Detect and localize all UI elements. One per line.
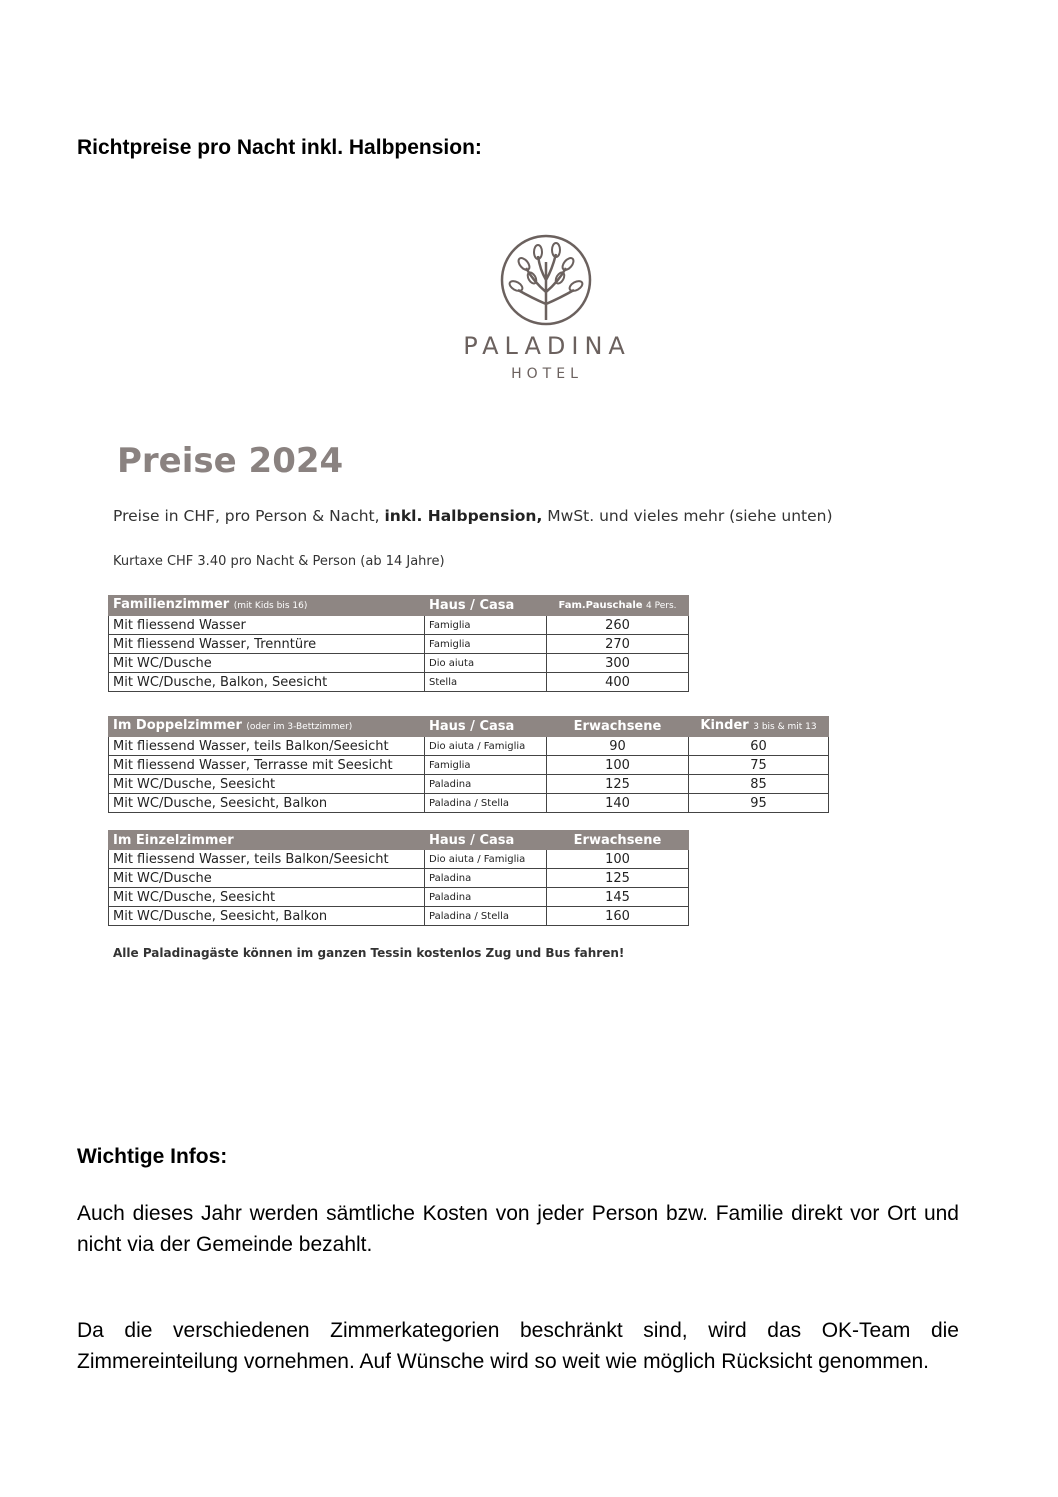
table-title: Im Doppelzimmer — [113, 718, 242, 733]
haus-cell: Paladina / Stella — [425, 794, 547, 813]
table-header-row — [109, 831, 689, 850]
double-room-table — [108, 716, 829, 813]
table-row — [109, 869, 689, 888]
table-row — [109, 775, 829, 794]
price-cell: 270 — [547, 635, 689, 654]
kids-price-cell: 85 — [689, 775, 829, 794]
kids-price-cell: 60 — [689, 737, 829, 756]
table-header-row — [109, 596, 689, 616]
table-title-note: (mit Kids bis 16) — [233, 601, 308, 611]
info-paragraph: Auch dieses Jahr werden sämtliche Kosten von jeder Person bzw. Familie direkt vor Ort und nicht via der Gemeinde bezahlt. — [77, 1202, 959, 1256]
adult-price-cell: 125 — [547, 775, 689, 794]
kids-header-note: 3 bis & mit 13 — [753, 722, 817, 732]
flyer-subtitle-pre: Preise in CHF, pro Person & Nacht, — [113, 507, 385, 525]
prices-heading: Richtpreise pro Nacht inkl. Halbpension: — [77, 136, 482, 159]
room-cell: Mit fliessend Wasser, Terrasse mit Seesicht — [109, 756, 425, 775]
kids-header: Kinder — [700, 718, 749, 733]
room-cell: Mit WC/Dusche, Seesicht, Balkon — [109, 794, 425, 813]
haus-cell: Paladina — [425, 775, 547, 794]
haus-cell: Dio aiuta / Famiglia — [425, 737, 547, 756]
table-row — [109, 907, 689, 926]
flyer-subtitle-bold: inkl. Halbpension, — [384, 507, 543, 525]
room-cell: Mit fliessend Wasser, teils Balkon/Seesicht — [109, 850, 425, 869]
flyer-subtitle — [113, 507, 833, 525]
haus-cell: Famiglia — [425, 616, 547, 635]
table-row — [109, 616, 689, 635]
table-row — [109, 737, 829, 756]
transport-note: Alle Paladinagäste können im ganzen Tessin kostenlos Zug und Bus fahren! — [113, 946, 625, 960]
adult-header: Erwachsene — [547, 717, 689, 737]
adult-header: Erwachsene — [547, 831, 689, 850]
infos-heading: Wichtige Infos: — [77, 1145, 228, 1168]
room-cell: Mit fliessend Wasser, Trenntüre — [109, 635, 425, 654]
adult-price-cell: 100 — [547, 756, 689, 775]
adult-price-cell: 145 — [547, 888, 689, 907]
price-header-note: 4 Pers. — [646, 600, 677, 611]
table-title-cell — [109, 717, 425, 737]
price-header: Fam.Pauschale — [558, 599, 643, 611]
adult-price-cell: 125 — [547, 869, 689, 888]
logo-brand-text: PALADINA — [463, 332, 631, 360]
room-cell: Mit fliessend Wasser — [109, 616, 425, 635]
table-title: Familienzimmer — [113, 597, 230, 612]
table-title: Im Einzelzimmer — [109, 831, 425, 850]
room-cell: Mit WC/Dusche, Seesicht, Balkon — [109, 907, 425, 926]
tree-in-circle-icon — [498, 232, 594, 328]
adult-price-cell: 90 — [547, 737, 689, 756]
price-cell: 300 — [547, 654, 689, 673]
adult-price-cell: 160 — [547, 907, 689, 926]
table-row — [109, 635, 689, 654]
room-cell: Mit WC/Dusche, Seesicht — [109, 775, 425, 794]
haus-cell: Stella — [425, 673, 547, 692]
kids-header-cell — [689, 717, 829, 737]
price-cell: 260 — [547, 616, 689, 635]
info-paragraph: Da die verschiedenen Zimmerkategorien beschränkt sind, wird das OK-Team die Zimmereinteilung vornehmen. Auf Wünsche wird so weit wie möglich Rücksicht genommen. — [77, 1319, 959, 1373]
single-room-table — [108, 830, 689, 926]
haus-cell: Paladina / Stella — [425, 907, 547, 926]
kids-price-cell: 95 — [689, 794, 829, 813]
table-row — [109, 888, 689, 907]
haus-header: Haus / Casa — [425, 831, 547, 850]
adult-price-cell: 140 — [547, 794, 689, 813]
room-cell: Mit WC/Dusche, Seesicht — [109, 888, 425, 907]
haus-cell: Paladina — [425, 869, 547, 888]
room-cell: Mit fliessend Wasser, teils Balkon/Seesicht — [109, 737, 425, 756]
haus-header: Haus / Casa — [425, 596, 547, 616]
room-cell: Mit WC/Dusche, Balkon, Seesicht — [109, 673, 425, 692]
table-row — [109, 756, 829, 775]
haus-cell: Famiglia — [425, 635, 547, 654]
room-cell: Mit WC/Dusche — [109, 654, 425, 673]
price-header-cell — [547, 596, 689, 616]
room-cell: Mit WC/Dusche — [109, 869, 425, 888]
haus-cell: Famiglia — [425, 756, 547, 775]
price-cell: 400 — [547, 673, 689, 692]
table-row — [109, 850, 689, 869]
table-title-note: (oder im 3-Bettzimmer) — [246, 722, 353, 732]
table-row — [109, 654, 689, 673]
table-row — [109, 794, 829, 813]
hotel-logo — [446, 232, 656, 392]
kids-price-cell: 75 — [689, 756, 829, 775]
haus-cell: Paladina — [425, 888, 547, 907]
flyer-title: Preise 2024 — [117, 441, 344, 481]
table-title-cell — [109, 596, 425, 616]
logo-sub-text: HOTEL — [511, 366, 583, 382]
haus-cell: Dio aiuta — [425, 654, 547, 673]
table-header-row — [109, 717, 829, 737]
haus-cell: Dio aiuta / Famiglia — [425, 850, 547, 869]
flyer-subtitle-post: MwSt. und vieles mehr (siehe unten) — [542, 507, 833, 525]
table-row — [109, 673, 689, 692]
kurtaxe-note: Kurtaxe CHF 3.40 pro Nacht & Person (ab 14 Jahre) — [113, 554, 445, 569]
adult-price-cell: 100 — [547, 850, 689, 869]
family-room-table — [108, 595, 689, 692]
haus-header: Haus / Casa — [425, 717, 547, 737]
